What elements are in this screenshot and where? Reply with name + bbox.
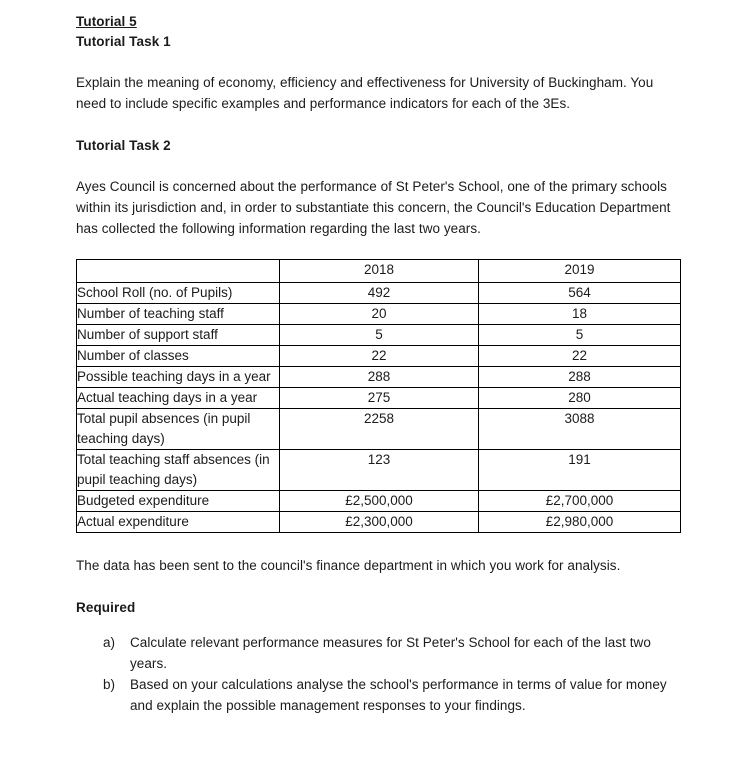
row-value-2018: 123 [280, 450, 479, 491]
required-heading: Required [76, 600, 136, 615]
table-row [77, 491, 681, 512]
row-value-2018: 492 [280, 283, 479, 304]
spacer [76, 533, 680, 555]
list-item [76, 674, 680, 716]
row-value-2019: 18 [479, 304, 681, 325]
row-value-2019: 280 [479, 388, 681, 409]
row-value-2018: 5 [280, 325, 479, 346]
table-row [77, 388, 681, 409]
page-title: Tutorial 5 [76, 14, 137, 29]
spacer [76, 52, 680, 72]
spacer [76, 114, 680, 136]
table-body [77, 283, 681, 533]
table-row [77, 283, 681, 304]
table-header-blank [77, 260, 280, 283]
row-value-2018: £2,300,000 [280, 512, 479, 533]
list-item [76, 632, 680, 674]
task-2-heading: Tutorial Task 2 [76, 138, 171, 153]
table-row [77, 346, 681, 367]
spacer [76, 239, 680, 259]
table-row [77, 367, 681, 388]
table-header-row [77, 260, 681, 283]
row-value-2018: 20 [280, 304, 479, 325]
row-value-2019: £2,980,000 [479, 512, 681, 533]
row-value-2018: 22 [280, 346, 479, 367]
row-value-2019: 5 [479, 325, 681, 346]
required-list [76, 632, 680, 716]
row-label: Total teaching staff absences (in pupil teaching days) [77, 450, 280, 491]
row-label: Total pupil absences (in pupil teaching days) [77, 409, 280, 450]
document-body [76, 12, 680, 716]
list-item-text: Calculate relevant performance measures for St Peter's School for each of the last two years. [130, 635, 651, 671]
table-header-2018: 2018 [280, 260, 479, 283]
row-label: Actual teaching days in a year [77, 388, 280, 409]
row-value-2019: 3088 [479, 409, 681, 450]
table-row [77, 409, 681, 450]
row-value-2019: 288 [479, 367, 681, 388]
task-1-paragraph: Explain the meaning of economy, efficiency and effectiveness for University of Buckingham. You need to include specific examples and performance indicators for each of the 3Es. [76, 75, 654, 111]
table-row [77, 304, 681, 325]
list-item-text: Based on your calculations analyse the school's performance in terms of value for money and explain the possible management responses to your findings. [130, 677, 667, 713]
spacer [76, 576, 680, 598]
row-value-2019: 564 [479, 283, 681, 304]
task-2-paragraph: Ayes Council is concerned about the performance of St Peter's School, one of the primary schools within its jurisdiction and, in order to substantiate this concern, the Council's Education Department has collected the following information regarding the last two years. [76, 179, 671, 236]
row-value-2018: 288 [280, 367, 479, 388]
row-label: Number of classes [77, 346, 280, 367]
row-value-2019: 22 [479, 346, 681, 367]
list-item-marker: a) [103, 635, 116, 650]
table-header [77, 260, 681, 283]
table-row [77, 325, 681, 346]
spacer [76, 618, 680, 632]
row-value-2018: £2,500,000 [280, 491, 479, 512]
table-header-2019: 2019 [479, 260, 681, 283]
row-value-2018: 2258 [280, 409, 479, 450]
table-row [77, 512, 681, 533]
school-performance-table [76, 259, 681, 533]
row-value-2019: 191 [479, 450, 681, 491]
list-item-marker: b) [103, 677, 116, 692]
row-label: Actual expenditure [77, 512, 280, 533]
post-table-paragraph: The data has been sent to the council's finance department in which you work for analysis. [76, 558, 621, 573]
task-1-heading: Tutorial Task 1 [76, 34, 171, 49]
row-label: Budgeted expenditure [77, 491, 280, 512]
row-label: School Roll (no. of Pupils) [77, 283, 280, 304]
row-label: Number of teaching staff [77, 304, 280, 325]
row-value-2018: 275 [280, 388, 479, 409]
row-label: Number of support staff [77, 325, 280, 346]
table-row [77, 450, 681, 491]
row-value-2019: £2,700,000 [479, 491, 681, 512]
spacer [76, 156, 680, 176]
row-label: Possible teaching days in a year [77, 367, 280, 388]
